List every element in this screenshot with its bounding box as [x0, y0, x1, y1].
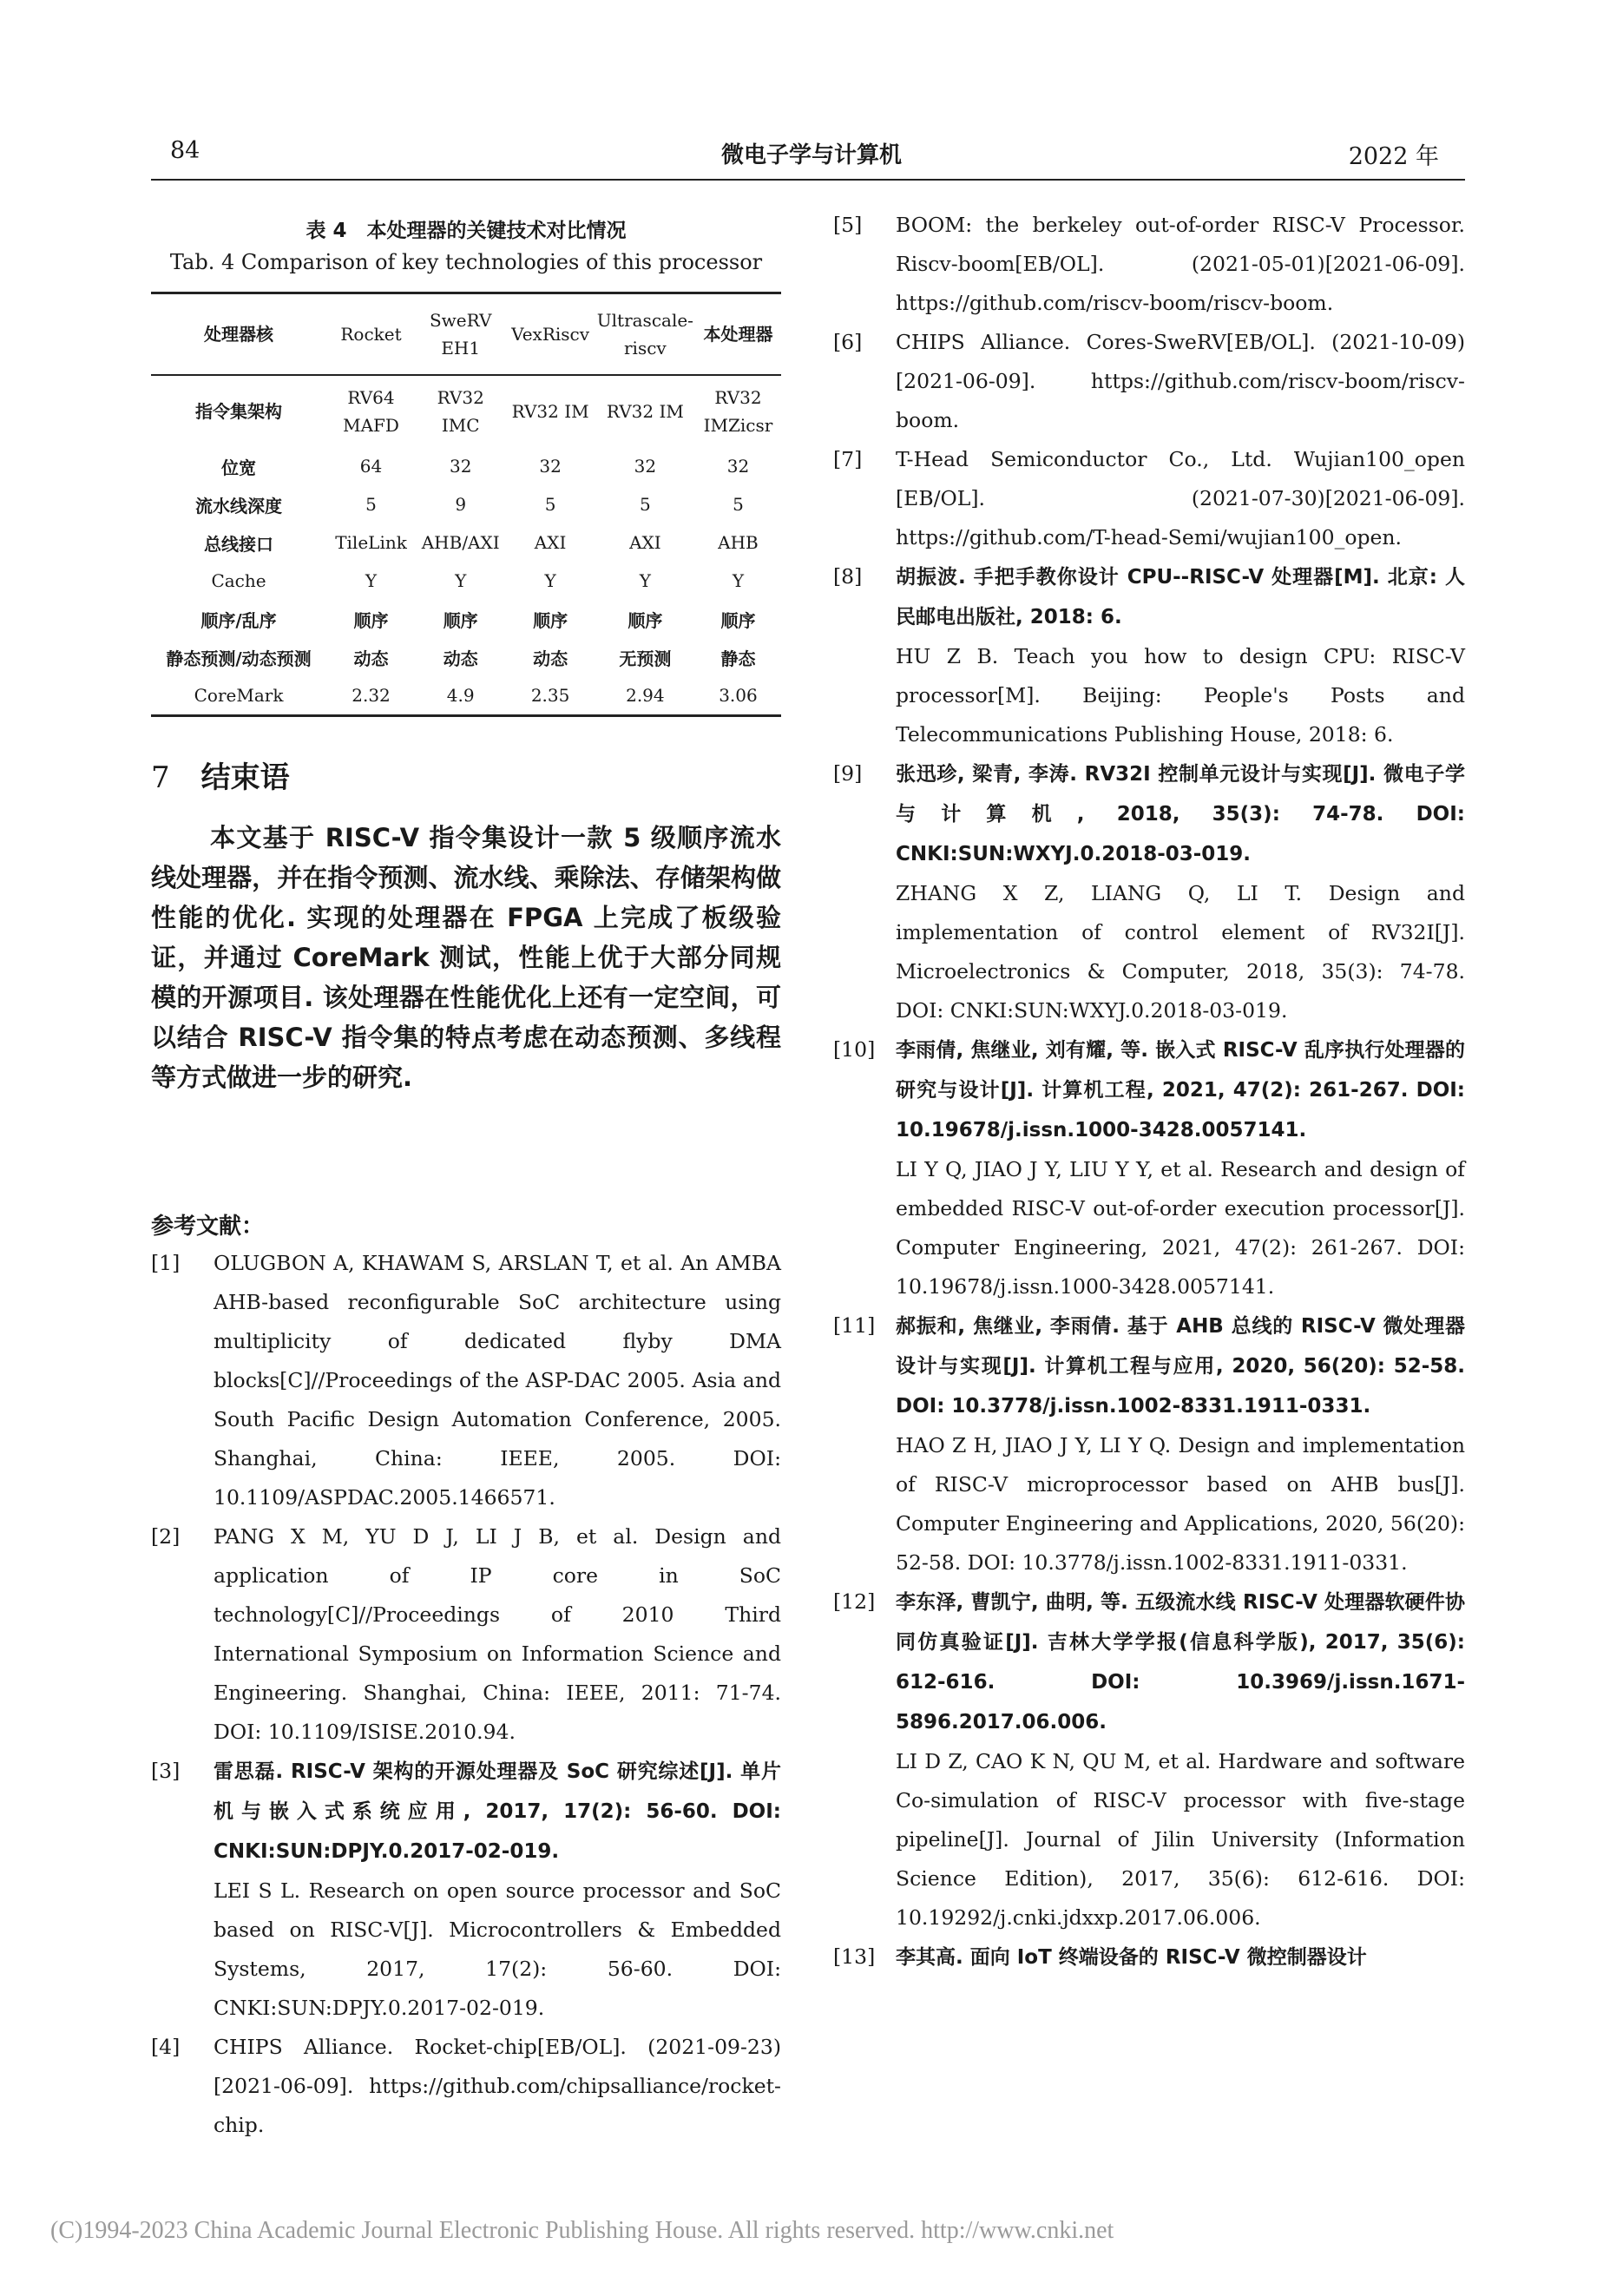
reference-text-en: PANG X M, YU D J, LI J B, et al. Design and application of IP core in SoC technology[C]//Proceedings of 2010 Third International Symposium on Information Science and Engineering. Shanghai, China: IEEE, 2011: 71-74. DOI: 10.1109/ISISE.2010.94.: [214, 1524, 781, 1744]
reference-text-en: CHIPS Alliance. Cores-SweRV[EB/OL]. (2021-10-09)[2021-06-09]. https://github.com/riscv-boom/riscv-boom.: [896, 330, 1465, 432]
table-cell: 5: [733, 494, 744, 515]
reference-text-cn: 郝振和, 焦继业, 李雨倩. 基于 AHB 总线的 RISC-V 微处理器设计与实现[J]. 计算机工程与应用, 2020, 56(20): 52-58. DOI: 10.3778/j.issn.1002-8331.1911-0331.: [896, 1315, 1465, 1418]
table-row-label: 静态预测/动态预测: [166, 648, 312, 669]
reference-item: [833, 1306, 1465, 1582]
reference-number: [11]: [833, 1313, 876, 1338]
reference-text-en: LI Y Q, JIAO J Y, LIU Y Y, et al. Research and design of embedded RISC-V out-of-order execution processor[J]. Computer Engineering, 2021, 47(2): 261-267. DOI: 10.19678/j.issn.1000-3428.0057141.: [896, 1157, 1465, 1299]
table-row: [151, 523, 781, 562]
table-cell: Y: [544, 570, 556, 591]
table-row: [151, 447, 781, 485]
table-cell: TileLink: [335, 532, 407, 553]
reference-list-left: [151, 1244, 781, 2145]
reference-number: [12]: [833, 1589, 876, 1614]
reference-text-en: HAO Z H, JIAO J Y, LI Y Q. Design and implementation of RISC-V microprocessor based on AHB bus[J]. Computer Engineering and Applications, 2020, 56(20): 52-58. DOI: 10.3778/j.issn.1002-8331.1911-0331.: [896, 1433, 1465, 1575]
table-cell: 顺序: [443, 609, 478, 631]
table-cell: 2.32: [352, 685, 391, 706]
table-row-label: 指令集架构: [195, 401, 283, 422]
table-column-header: 本处理器: [703, 324, 773, 345]
table-cell: 9: [455, 494, 467, 515]
table-caption-cn: 表 4 本处理器的关键技术对比情况: [306, 220, 627, 242]
reference-number: [5]: [833, 213, 863, 237]
reference-text-cn: 李雨倩, 焦继业, 刘有耀, 等. 嵌入式 RISC-V 乱序执行处理器的研究与设计[J]. 计算机工程, 2021, 47(2): 261-267. DOI: 10.19678/j.issn.1000-3428.0057141.: [896, 1039, 1465, 1141]
section-heading: [151, 753, 290, 796]
comparison-table: [151, 292, 781, 717]
table-column-header: VexRiscv: [511, 324, 590, 345]
reference-item: [833, 206, 1465, 323]
section-number: 7: [151, 760, 170, 795]
table-cell: RV32 IMZicsr: [703, 387, 773, 436]
table-cell: 动态: [533, 648, 568, 669]
table-cell: 32: [634, 456, 657, 477]
reference-item: [833, 440, 1465, 557]
table-column-header: Rocket: [340, 324, 402, 345]
table-column-header: SweRV EH1: [429, 310, 492, 359]
table-header-row: [151, 293, 781, 376]
reference-text-en: OLUGBON A, KHAWAM S, ARSLAN T, et al. An AMBA AHB-based reconfigurable SoC architecture using multiplicity of dedicated flyby DMA blocks[C]//Proceedings of the ASP-DAC 2005. Asia and South Pacific Design Automation Conference, 2005. Shanghai, China: IEEE, 2005. DOI: 10.1109/ASPDAC.2005.1466571.: [214, 1251, 781, 1510]
table-header-label: 处理器核: [204, 324, 274, 345]
table-cell: 4.9: [446, 685, 475, 706]
table-cell: 顺序: [353, 609, 389, 631]
table-row-label: Cache: [211, 570, 266, 591]
table-cell: Y: [732, 570, 745, 591]
reference-number: [13]: [833, 1944, 876, 1969]
reference-number: [9]: [833, 761, 863, 786]
table-cell: AHB: [718, 532, 759, 553]
reference-number: [6]: [833, 330, 863, 354]
table-row: [151, 562, 781, 600]
table-cell: 32: [449, 456, 472, 477]
reference-list-right: [833, 206, 1465, 1977]
reference-text-en: HU Z B. Teach you how to design CPU: RISC-V processor[M]. Beijing: People's Posts and Telecommunications Publishing House, 2018: 6.: [896, 644, 1465, 747]
table-row: [151, 375, 781, 447]
table-cell: RV64 MAFD: [343, 387, 399, 436]
table-cell: AHB/AXI: [421, 532, 500, 553]
reference-number: [1]: [151, 1251, 181, 1275]
reference-item: [833, 323, 1465, 440]
table-cell: 无预测: [619, 648, 672, 669]
table-cell: 顺序: [720, 609, 756, 631]
table-cell: Y: [365, 570, 378, 591]
table-cell: Y: [639, 570, 651, 591]
table-cell: 5: [639, 494, 651, 515]
table-cell: Y: [455, 570, 467, 591]
copyright-footer: (C)1994-2023 China Academic Journal Electronic Publishing House. All rights reserved. http://www.cnki.net: [50, 2217, 1114, 2244]
table-cell: AXI: [534, 532, 567, 553]
page-number: 84: [170, 137, 200, 164]
reference-item: [833, 1937, 1465, 1977]
table-cell: RV32 IM: [511, 401, 589, 422]
reference-text-en: LEI S L. Research on open source processor and SoC based on RISC-V[J]. Microcontrollers & Embedded Systems, 2017, 17(2): 56-60. DOI: CNKI:SUN:DPJY.0.2017-02-019.: [214, 1878, 781, 2020]
reference-number: [2]: [151, 1524, 181, 1549]
table-cell: 64: [359, 456, 383, 477]
reference-number: [7]: [833, 447, 863, 471]
reference-item: [151, 1752, 781, 2028]
table-cell: 2.35: [530, 685, 570, 706]
table-cell: 32: [539, 456, 562, 477]
reference-number: [3]: [151, 1759, 181, 1783]
reference-item: [151, 1244, 781, 1517]
reference-item: [151, 1517, 781, 1752]
table-row: [151, 600, 781, 638]
reference-text-en: BOOM: the berkeley out-of-order RISC-V Processor. Riscv-boom[EB/OL]. (2021-05-01)[2021-06-09]. https://github.com/riscv-boom/riscv-boom.: [896, 213, 1465, 315]
reference-number: [4]: [151, 2035, 181, 2059]
reference-text-en: T-Head Semiconductor Co., Ltd. Wujian100_open [EB/OL]. (2021-07-30)[2021-06-09]. https://github.com/T-head-Semi/wujian100_open.: [896, 447, 1465, 549]
table-cell: 顺序: [533, 609, 568, 631]
table-row: [151, 638, 781, 676]
reference-item: [833, 1582, 1465, 1937]
table-cell: 5: [544, 494, 556, 515]
table-row-label: 总线接口: [204, 533, 274, 555]
reference-text-cn: 胡振波. 手把手教你设计 CPU--RISC-V 处理器[M]. 北京: 人民邮电出版社, 2018: 6.: [896, 566, 1465, 628]
table-cell: RV32 IMC: [437, 387, 484, 436]
table-column-header: Ultrascale-riscv: [596, 310, 693, 359]
table-caption-en: Tab. 4 Comparison of key technologies of this processor: [169, 250, 763, 274]
reference-item: [833, 754, 1465, 1030]
reference-text-en: ZHANG X Z, LIANG Q, LI T. Design and implementation of control element of RV32I[J]. Microelectronics & Computer, 2018, 35(3): 74-78. DOI: CNKI:SUN:WXYJ.0.2018-03-019.: [896, 881, 1465, 1023]
reference-text-cn: 张迅珍, 梁青, 李涛. RV32I 控制单元设计与实现[J]. 微电子学与计算机, 2018, 35(3): 74-78. DOI: CNKI:SUN:WXYJ.0.2018-03-019.: [896, 763, 1465, 865]
table-row: [151, 676, 781, 716]
reference-text-cn: 李其高. 面向 IoT 终端设备的 RISC-V 微控制器设计: [896, 1946, 1367, 1969]
table-row-label: 顺序/乱序: [200, 609, 277, 631]
table-cell: AXI: [629, 532, 661, 553]
section-title: 结束语: [200, 760, 290, 795]
reference-number: [8]: [833, 564, 863, 589]
reference-number: [10]: [833, 1037, 876, 1062]
reference-text-cn: 雷思磊. RISC-V 架构的开源处理器及 SoC 研究综述[J]. 单片机与嵌入式系统应用, 2017, 17(2): 56-60. DOI: CNKI:SUN:DPJY.0.2017-02-019.: [214, 1760, 781, 1863]
table-cell: 顺序: [628, 609, 663, 631]
reference-text-en: LI D Z, CAO K N, QU M, et al. Hardware and software Co-simulation of RISC-V processor with five-stage pipeline[J]. Journal of Jilin University (Information Science Edition), 2017, 35(6): 612-616. DOI: 10.19292/j.cnki.jdxxp.2017.06.006.: [896, 1749, 1465, 1930]
journal-title: 微电子学与计算机: [720, 142, 902, 168]
table-cell: RV32 IM: [606, 401, 684, 422]
reference-item: [151, 2028, 781, 2145]
references-heading: 参考文献：: [151, 1214, 265, 1240]
table-cell: 2.94: [626, 685, 665, 706]
table-cell: 5: [365, 494, 377, 515]
reference-item: [833, 557, 1465, 754]
reference-text-cn: 李东泽, 曹凯宁, 曲明, 等. 五级流水线 RISC-V 处理器软硬件协同仿真验证[J]. 吉林大学学报(信息科学版), 2017, 35(6): 612-616. DOI: 10.3969/j.issn.1671-5896.2017.06.006.: [896, 1591, 1465, 1734]
table-row-label: 位宽: [221, 457, 257, 478]
table-cell: 静态: [720, 648, 756, 669]
reference-item: [833, 1030, 1465, 1306]
table-cell: 动态: [443, 648, 478, 669]
table-row-label: 流水线深度: [195, 495, 283, 516]
table-cell: 32: [726, 456, 750, 477]
table-row: [151, 485, 781, 523]
table-row-label: CoreMark: [194, 685, 284, 706]
table-cell: 3.06: [719, 685, 758, 706]
conclusion-paragraph: 本文基于 RISC-V 指令集设计一款 5 级顺序流水线处理器，并在指令预测、流水线、乘除法、存储架构做性能的优化. 实现的处理器在 FPGA 上完成了板级验证，并通过 CoreMark 测试，性能上优于大部分同规模的开源项目. 该处理器在性能优化上还有一定空间，可以结合 RISC-V 指令集的特点考虑在动态预测、多线程等方式做进一步的研究.: [151, 823, 781, 1092]
journal-year: 2022 年: [1348, 143, 1439, 170]
reference-text-en: CHIPS Alliance. Rocket-chip[EB/OL]. (2021-09-23)[2021-06-09]. https://github.com/chipsalliance/rocket-chip.: [214, 2035, 781, 2137]
table-cell: 动态: [353, 648, 389, 669]
